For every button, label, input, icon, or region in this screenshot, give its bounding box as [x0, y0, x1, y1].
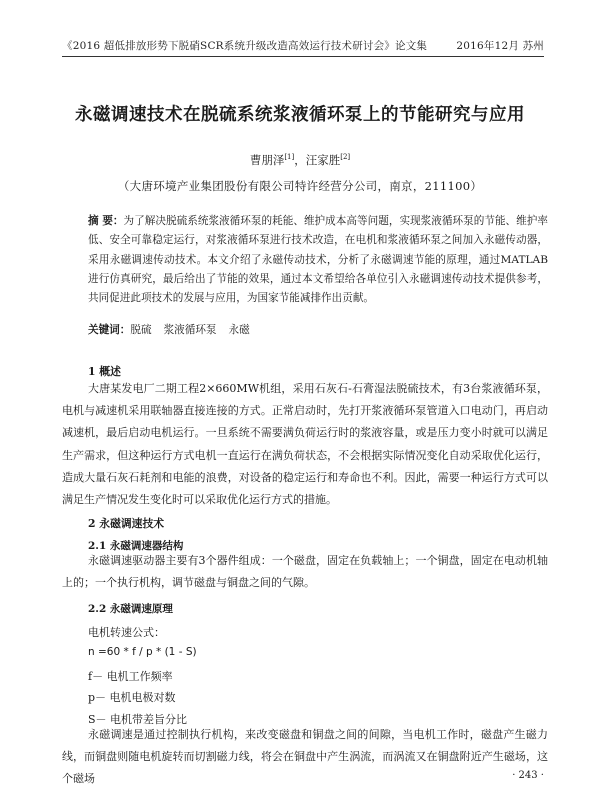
subsection-2-1-text: 永磁调速驱动器主要有3个器件组成：一个磁盘，固定在负载轴上；一个铜盘，固定在电动机轴上的；一个执行机构，调节磁盘与铜盘之间的气隙。: [62, 554, 548, 590]
keywords-label: 关键词：: [88, 324, 131, 336]
affiliation: （大唐环境产业集团股份有限公司特许经营分公司，南京，211100）: [117, 179, 483, 193]
running-header: [62, 38, 544, 53]
abstract-label: 摘 要：: [88, 215, 124, 227]
author-1-ref: [1]: [284, 153, 295, 162]
keyword-1: 脱硫: [130, 324, 152, 336]
section-2-heading: 2 永磁调速技术: [88, 517, 165, 530]
formula-var-p: p－ 电机电极对数: [88, 691, 176, 704]
abstract-text: 为了解决脱硫系统浆液循环泵的耗能、维护成本高等问题，实现浆液循环泵的节能、维护率低、安全可靠稳定运行，对浆液循环泵进行技术改造，在电机和浆液循环泵之间加入永磁传动器，采用永磁调速传动技术。本文介绍了永磁传动技术，分析了永磁调速节能的原理，通过MATLAB进行仿真研究，最后给出了节能的效果，通过本文希望给各单位引入永磁调速传动技术提供参考，共同促进此项技术的发展与应用，为国家节能减排作出贡献。: [88, 215, 548, 305]
keywords: [88, 322, 250, 337]
paper-title: 永磁调速技术在脱硫系统浆液循环泵上的节能研究与应用: [75, 105, 525, 125]
formula-label: 电机转速公式：: [88, 626, 165, 639]
header-proceedings-title: 《2016 超低排放形势下脱硝SCR系统升级改造高效运行技术研讨会》论文集: [62, 40, 428, 52]
header-rule: [62, 56, 544, 57]
author-separator: ，: [294, 153, 306, 167]
keyword-2: 浆液循环泵: [163, 324, 217, 336]
author-2-ref: [2]: [340, 153, 351, 162]
author-1: 曹朋泽: [249, 153, 285, 167]
author-2: 汪家胜: [305, 153, 341, 167]
author-line: [0, 152, 600, 168]
section-1-heading: 1 概述: [88, 365, 121, 378]
abstract: [88, 212, 548, 308]
page-number: · 243 ·: [512, 770, 544, 781]
keyword-3: 永磁: [228, 324, 250, 336]
speed-formula: n =60 * f / p * (1 - S): [88, 646, 197, 658]
subsection-2-2-heading: 2.2 永磁调速原理: [88, 603, 173, 615]
formula-var-s: S－ 电机带差旨分比: [88, 713, 188, 726]
subsection-2-2-text: 永磁调速是通过控制执行机构，来改变磁盘和铜盘之间的间隙，当电机工作时，磁盘产生磁力线，而铜盘则随电机旋转而切割磁力线，将会在铜盘中产生涡流，而涡流又在铜盘附近产生磁场，这个磁场: [62, 728, 548, 786]
subsection-2-1-heading: 2.1 永磁调速器结构: [88, 540, 184, 552]
formula-var-f: f－ 电机工作频率: [88, 670, 173, 683]
section-1-paragraph: 大唐某发电厂二期工程2×660MW机组，采用石灰石-石膏湿法脱硫技术，有3台浆液循环泵，电机与减速机采用联轴器直接连接的方式。正常启动时，先打开浆液循环泵管道入口电动门，再启动减速机，最后启动电机运行。一旦系统不需要满负荷运行时的浆液容量，或是压力变小时就可以满足生产需求，但这种运行方式电机一直运行在满负荷状态，不会根据实际情况变化自动采取优化运行，造成大量石灰石耗剂和电能的浪费，对设备的稳定运行和寿命也不利。因此，需要一种运行方式可以满足生产情况发生变化时可以采取优化运行方式的措施。: [62, 382, 548, 507]
header-date-location: 2016年12月 苏州: [456, 40, 544, 52]
